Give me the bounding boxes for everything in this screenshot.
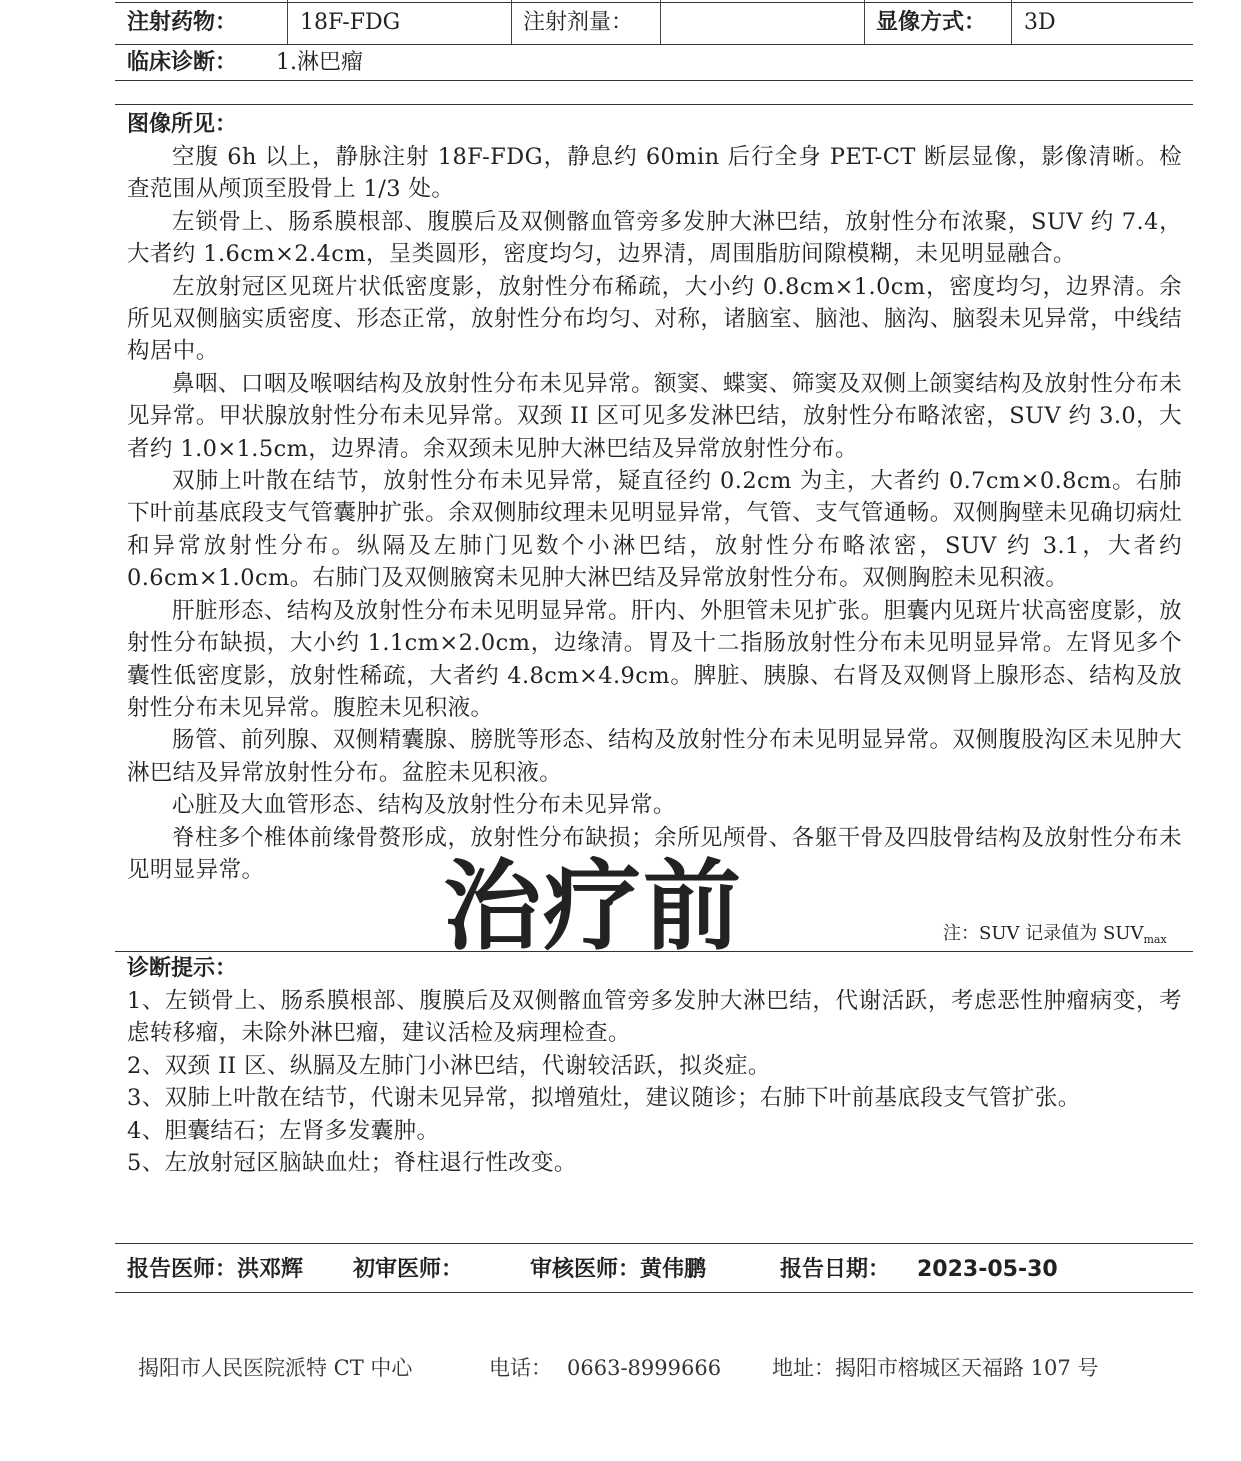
footer-phone-label: 电话：	[489, 1356, 552, 1380]
diagnosis-tips-body	[127, 985, 1182, 1179]
findings-body	[127, 141, 1182, 886]
audit-doctor: 审核医师：黄伟鹏	[530, 1257, 707, 1282]
footer-address: 地址：揭阳市榕城区天福路 107 号	[772, 1356, 1099, 1380]
divider	[660, 0, 661, 44]
diagnosis-tips-title: 诊断提示：	[127, 956, 238, 981]
findings-paragraph: 脊柱多个椎体前缘骨赘形成，放射性分布缺损；余所见颅骨、各躯干骨及四肢骨结构及放射性分布未见明显异常。	[127, 824, 1182, 883]
divider	[115, 80, 1193, 81]
drug-label: 注射药物：	[127, 10, 238, 35]
findings-paragraph: 肠管、前列腺、双侧精囊腺、膀胱等形态、结构及放射性分布未见明显异常。双侧腹股沟区未见肿大淋巴结及异常放射性分布。盆腔未见积液。	[127, 727, 1182, 786]
diagnosis-item: 4、胆囊结石；左肾多发囊肿。	[127, 1117, 440, 1144]
suv-note-text: 注：SUV 记录值为 SUV	[943, 923, 1144, 944]
findings-paragraph: 双肺上叶散在结节，放射性分布未见异常，疑直径约 0.2cm 为主，大者约 0.7cm×0.8cm。右肺下叶前基底段支气管囊肿扩张。余双侧肺纹理未见明显异常，气管、支气管通畅。双侧胸壁未见确切病灶和异常放射性分布。纵隔及左肺门见数个小淋巴结，放射性分布略浓密，SUV 约 3.1，大者约 0.6cm×1.0cm。右肺门及双侧腋窝未见肿大淋巴结及异常放射性分布。双侧胸腔未见积液。	[127, 468, 1182, 592]
diagnosis-item: 5、左放射冠区脑缺血灶；脊柱退行性改变。	[127, 1150, 577, 1177]
findings-paragraph: 鼻咽、口咽及喉咽结构及放射性分布未见异常。额窦、蝶窦、筛窦及双侧上颌窦结构及放射性分布未见异常。甲状腺放射性分布未见异常。双颈 II 区可见多发淋巴结，放射性分布略浓密，SUV 约 3.0，大者约 1.0×1.5cm，边界清。余双颈未见肿大淋巴结及异常放射性分布。	[127, 370, 1182, 462]
findings-paragraph: 肝脏形态、结构及放射性分布未见明显异常。肝内、外胆管未见扩张。胆囊内见斑片状高密度影，放射性分布缺损，大小约 1.1cm×2.0cm，边缘清。胃及十二指肠放射性分布未见明显异常。左肾见多个囊性低密度影，放射性稀疏，大者约 4.8cm×4.9cm。脾脏、胰腺、右肾及双侧肾上腺形态、结构及放射性分布未见异常。腹腔未见积液。	[127, 597, 1182, 721]
divider	[115, 951, 1193, 952]
findings-paragraph: 左放射冠区见斑片状低密度影，放射性分布稀疏，大小约 0.8cm×1.0cm，密度均匀，边界清。余所见双侧脑实质密度、形态正常，放射性分布均匀、对称，诸脑室、脑池、脑沟、脑裂未见异常，中线结构居中。	[127, 273, 1182, 365]
imaging-label: 显像方式：	[876, 10, 987, 35]
diagnosis-item: 1、左锁骨上、肠系膜根部、腹膜后及双侧髂血管旁多发肿大淋巴结，代谢活跃，考虑恶性肿瘤病变，考虑转移瘤，未除外淋巴瘤，建议活检及病理检查。	[127, 988, 1182, 1047]
divider	[115, 104, 1193, 105]
pre-treatment-stamp: 治疗前	[443, 850, 744, 964]
divider	[511, 0, 512, 44]
dose-label: 注射剂量：	[523, 10, 634, 35]
divider	[1011, 0, 1012, 44]
footer-phone-value: 0663-8999666	[567, 1356, 722, 1380]
drug-value: 18F-FDG	[300, 10, 401, 35]
suv-note-subscript: max	[1143, 933, 1167, 946]
suv-note	[943, 922, 1167, 952]
divider	[864, 0, 865, 44]
divider	[115, 44, 1193, 45]
findings-title: 图像所见：	[127, 112, 238, 137]
diagnosis-item: 2、双颈 II 区、纵膈及左肺门小淋巴结，代谢较活跃，拟炎症。	[127, 1052, 771, 1079]
findings-paragraph: 左锁骨上、肠系膜根部、腹膜后及双侧髂血管旁多发肿大淋巴结，放射性分布浓聚，SUV 约 7.4，大者约 1.6cm×2.4cm，呈类圆形，密度均匀，边界清，周围脂肪间隙模糊，未见明显融合。	[127, 208, 1182, 268]
imaging-value: 3D	[1024, 10, 1056, 35]
clinical-diagnosis-value: 1.淋巴瘤	[276, 50, 363, 75]
report-doctor: 报告医师：洪邓辉	[127, 1257, 304, 1282]
findings-paragraph: 心脏及大血管形态、结构及放射性分布未见异常。	[172, 792, 676, 819]
first-review-doctor: 初审医师：	[353, 1257, 464, 1282]
clinical-diagnosis-label: 临床诊断：	[127, 50, 238, 75]
divider	[287, 0, 288, 44]
footer-center-name: 揭阳市人民医院派特 CT 中心	[138, 1356, 413, 1380]
divider	[115, 2, 1193, 3]
divider	[115, 1243, 1193, 1244]
diagnosis-item: 3、双肺上叶散在结节，代谢未见异常，拟增殖灶，建议随诊；右肺下叶前基底段支气管扩张。	[127, 1085, 1081, 1112]
report-date-label: 报告日期：	[780, 1257, 891, 1282]
report-date-value: 2023-05-30	[917, 1257, 1058, 1282]
findings-paragraph: 空腹 6h 以上，静脉注射 18F-FDG，静息约 60min 后行全身 PET-CT 断层显像，影像清晰。检查范围从颅顶至股骨上 1/3 处。	[127, 144, 1182, 203]
divider	[115, 1292, 1193, 1293]
